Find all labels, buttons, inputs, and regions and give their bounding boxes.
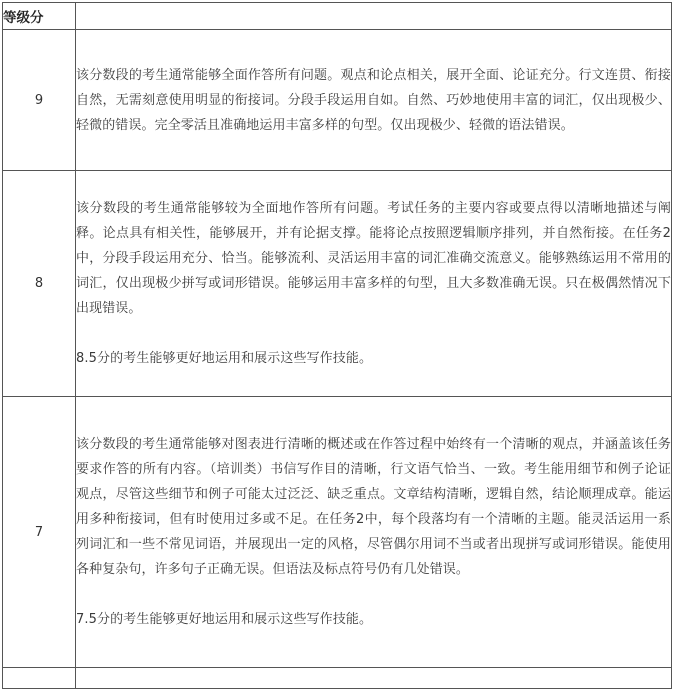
description-cell-empty [76, 668, 672, 689]
description-text: 该分数段的考生通常能够全面作答所有问题。观点和论点相关，展开全面、论证充分。行文连贯、衔接自然，无需刻意使用明显的衔接词。分段手段运用自如。自然、巧妙地使用丰富的词汇，仅出现极少、轻微的错误。完全零活且准确地运用丰富多样的句型。仅出现极少、轻微的语法错误。 [76, 67, 671, 133]
half-band-note: 7.5分的考生能够更好地运用和展示这些写作技能。 [76, 612, 373, 627]
grade-cell: 9 [3, 30, 76, 171]
grade-cell: 8 [3, 171, 76, 397]
description-cell [76, 397, 672, 668]
description-text: 该分数段的考生通常能够对图表进行清晰的概述或在作答过程中始终有一个清晰的观点，并涵盖该任务要求作答的所有内容。（培训类）书信写作目的清晰，行文语气恰当、一致。考生能用细节和例子论证观点，尽管这些细节和例子可能太过泛泛、缺乏重点。文章结构清晰，逻辑自然，结论顺理成章。能运用多种衔接词，但有时使用过多或不足。在任务2中，每个段落均有一个清晰的主题。能灵活运用一系列词汇和一些不常见词语，并展现出一定的风格，尽管偶尔用词不当或者出现拼写或词形错误。能使用各种复杂句，许多句子正确无误。但语法及标点符号仍有几处错误。 [76, 437, 671, 577]
description-cell [76, 171, 672, 397]
grade-cell: 7 [3, 397, 76, 668]
table-header-row [3, 3, 672, 30]
description-cell [76, 30, 672, 171]
table-row [3, 30, 672, 171]
table-row [3, 397, 672, 668]
grade-cell-empty [3, 668, 76, 689]
header-description [76, 3, 672, 30]
description-text: 该分数段的考生通常能够较为全面地作答所有问题。考试任务的主要内容或要点得以清晰地描述与阐释。论点具有相关性，能够展开，并有论据支撑。能将论点按照逻辑顺序排列，并自然衔接。在任务2中，分段手段运用充分、恰当。能够流利、灵活运用丰富的词汇准确交流意义。能够熟练运用不常用的词汇，仅出现极少拼写或词形错误。能够运用丰富多样的句型，且大多数准确无误。只在极偶然情况下出现错误。 [76, 201, 671, 316]
table-row [3, 171, 672, 397]
header-grade: 等级分 [3, 3, 76, 30]
band-descriptor-table [2, 2, 672, 689]
half-band-note: 8.5分的考生能够更好地运用和展示这些写作技能。 [76, 351, 373, 366]
table-row-partial [3, 668, 672, 689]
